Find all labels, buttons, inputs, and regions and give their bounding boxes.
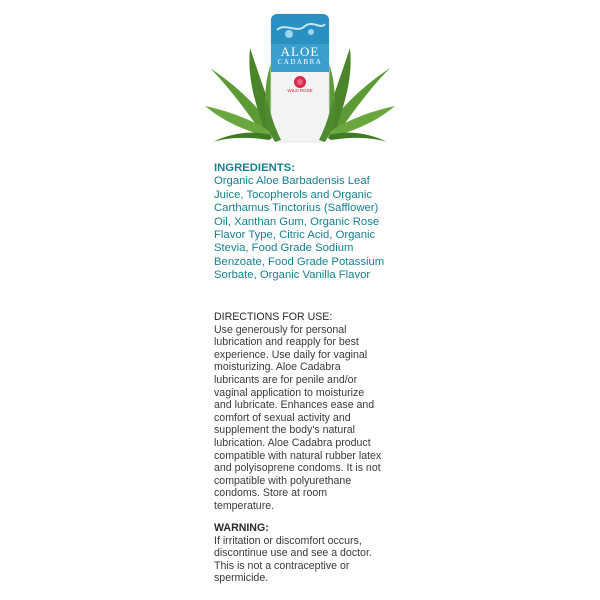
- brand-name-line2: CADABRA: [277, 58, 323, 66]
- directions-section: [214, 311, 384, 513]
- warning-heading: WARNING:: [214, 522, 269, 534]
- ingredients-section: [214, 162, 394, 283]
- ingredients-text: Organic Aloe Barbadensis Leaf Juice, Tocopherols and Organic Carthamus Tinctorius (Safflower) Oil, Xanthan Gum, Organic Rose Flavor Type, Citric Acid, Organic Stevia, Food Grade Sodium Benzoate, Food Grade Potassium Sorbate, Organic Vanilla Flavor: [214, 175, 385, 282]
- warning-text: If irritation or discomfort occurs, discontinue use and see a doctor. This is not a contraceptive or spermicide.: [214, 534, 372, 585]
- ingredients-heading: INGREDIENTS:: [214, 162, 295, 174]
- bottle: [265, 14, 335, 142]
- aloe-bottle-illustration: [205, 8, 395, 148]
- product-image: [205, 8, 395, 148]
- warning-section: [214, 522, 389, 585]
- brand-name-line1: ALOE: [280, 44, 320, 59]
- directions-heading: DIRECTIONS FOR USE:: [214, 311, 333, 323]
- flavor-label: WILD ROSE: [287, 88, 313, 93]
- directions-text: Use generously for personal lubrication and reapply for best experience. Use daily for vaginal moisturizing. Aloe Cadabra lubricants are for penile and/or vaginal application to moisturize and lubricate. Enhances ease and comfort of sexual activity and supplement the body's natural lubrication. Aloe Cadabra product compatible with natural rubber latex and polyisoprene condoms. It is not compatible with polyurethane condoms. Store at room temperature.: [214, 323, 382, 512]
- brand-logo: [270, 45, 330, 66]
